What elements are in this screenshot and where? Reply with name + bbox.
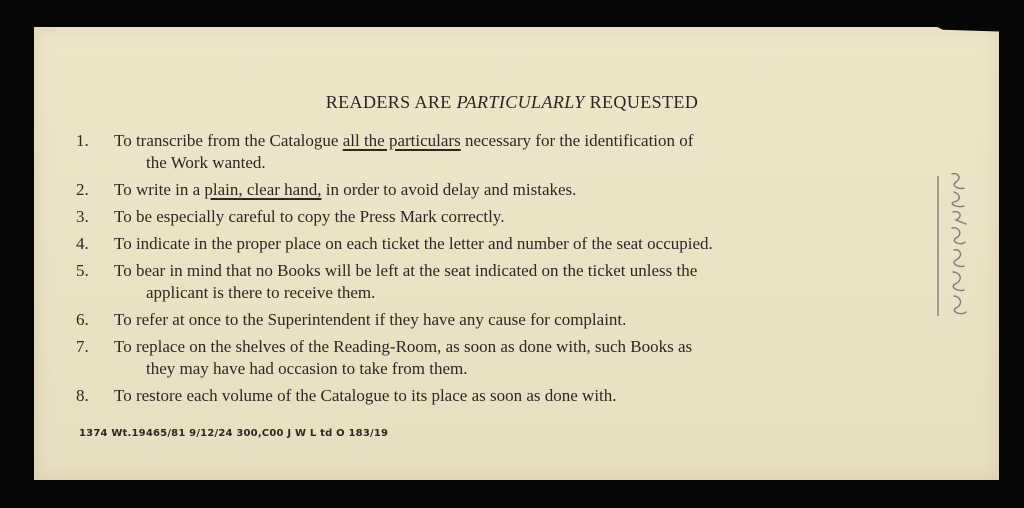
- item-text: To write in a plain, clear hand, in order to avoid delay and mistakes.: [114, 180, 577, 199]
- item-continuation: the Work wanted.: [146, 153, 266, 172]
- item-number: 1.: [76, 131, 89, 150]
- item-number: 8.: [76, 386, 89, 405]
- item-text: To be especially careful to copy the Press Mark correctly.: [114, 207, 505, 226]
- item-number: 2.: [76, 180, 89, 199]
- item-text: To refer at once to the Superintendent if they have any cause for complaint.: [114, 310, 627, 329]
- heading-emphasis: PARTICULARLY: [456, 92, 585, 112]
- item-continuation: applicant is there to receive them.: [146, 283, 376, 302]
- item-text: To replace on the shelves of the Reading-Room, as soon as done with, such Books as: [114, 337, 693, 356]
- request-item-6: [76, 309, 936, 331]
- heading-prefix: READERS ARE: [325, 92, 452, 112]
- item-number: 5.: [76, 261, 89, 280]
- item-number: 7.: [76, 337, 89, 356]
- request-item-4: [76, 233, 936, 255]
- request-list: [76, 130, 936, 412]
- request-item-7: [76, 336, 936, 380]
- item-text: To transcribe from the Catalogue all the particulars necessary for the identification of: [114, 131, 694, 150]
- item-text: To restore each volume of the Catalogue to its place as soon as done with.: [114, 386, 617, 405]
- item-number: 6.: [76, 310, 89, 329]
- heading-suffix: REQUESTED: [589, 92, 699, 112]
- underlined-phrase: all the particulars: [342, 131, 461, 150]
- request-item-1: [76, 130, 936, 174]
- request-item-8: [76, 385, 936, 407]
- request-item-2: [76, 179, 936, 201]
- item-text: To indicate in the proper place on each ticket the letter and number of the seat occupied.: [114, 234, 713, 253]
- item-continuation: they may have had occasion to take from them.: [146, 359, 468, 378]
- pencil-mark-line: [937, 176, 939, 316]
- notice-heading: [0, 92, 1024, 113]
- underlined-phrase: plain, clear hand,: [204, 180, 322, 199]
- request-item-5: [76, 260, 936, 304]
- request-item-3: [76, 206, 936, 228]
- item-number: 3.: [76, 207, 89, 226]
- item-number: 4.: [76, 234, 89, 253]
- printer-imprint: 1374 Wt.19465/81 9/12/24 300,C00 J W L td O 183/19: [79, 428, 389, 439]
- handwritten-signature: [944, 168, 974, 328]
- item-text: To bear in mind that no Books will be left at the seat indicated on the ticket unless the: [114, 261, 698, 280]
